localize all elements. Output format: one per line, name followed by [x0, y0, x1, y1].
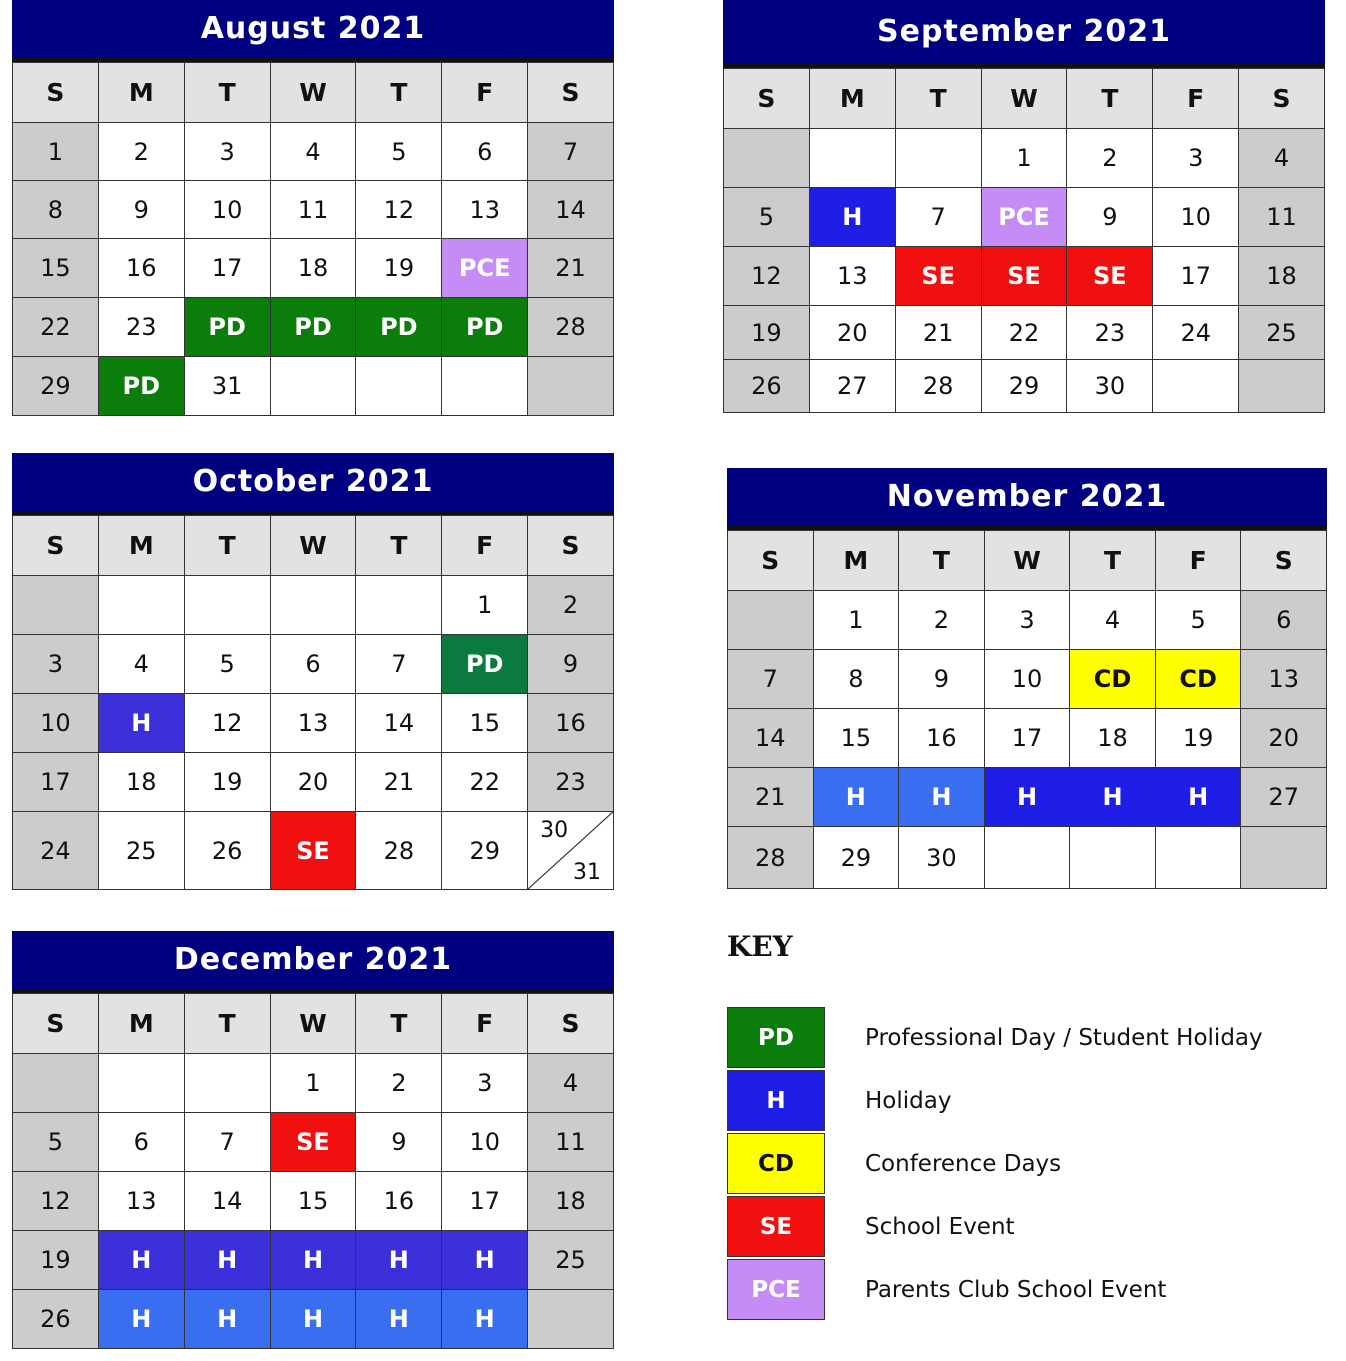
- day-cell: 17: [1153, 247, 1239, 306]
- day-cell: 30: [1067, 360, 1153, 413]
- empty-day-cell: [356, 357, 442, 416]
- day-cell: 5: [185, 635, 271, 694]
- key-swatch: PD: [727, 1007, 825, 1068]
- day-cell: 2: [356, 1054, 442, 1113]
- event-cell-h: H: [356, 1290, 442, 1349]
- day-cell: 17: [442, 1172, 528, 1231]
- key-label: Conference Days: [865, 1151, 1062, 1177]
- empty-day-cell: [810, 129, 896, 188]
- day-cell: 20: [271, 753, 357, 812]
- day-cell: 19: [724, 306, 810, 360]
- day-cell: 8: [814, 650, 900, 709]
- event-cell-pd: PD: [356, 298, 442, 357]
- weekday-header: W: [271, 516, 357, 576]
- event-cell-h: H: [271, 1231, 357, 1290]
- empty-day-cell: [442, 357, 528, 416]
- weekday-header: M: [99, 994, 185, 1054]
- empty-day-cell: [271, 576, 357, 635]
- day-cell: 5: [356, 123, 442, 181]
- weekday-header: F: [1153, 69, 1239, 129]
- key-item-pce: [727, 1259, 1346, 1321]
- day-cell: 12: [724, 247, 810, 306]
- day-cell: 6: [271, 635, 357, 694]
- calendar-december: [12, 931, 614, 1349]
- empty-day-cell: [185, 1054, 271, 1113]
- split-day-cell: [528, 812, 614, 890]
- event-cell-pd: PD: [99, 357, 185, 416]
- day-cell: 9: [1067, 188, 1153, 247]
- month-grid: [12, 993, 614, 1349]
- day-cell: 19: [185, 753, 271, 812]
- day-cell: 16: [99, 239, 185, 298]
- day-cell: 15: [442, 694, 528, 753]
- weekday-header: S: [13, 994, 99, 1054]
- day-cell: 5: [13, 1113, 99, 1172]
- empty-day-cell: [1156, 827, 1242, 889]
- day-cell: 23: [1067, 306, 1153, 360]
- day-cell: 1: [982, 129, 1068, 188]
- weekday-header: M: [99, 516, 185, 576]
- event-cell-h: H: [271, 1290, 357, 1349]
- calendar-november: [727, 468, 1327, 889]
- day-cell: 22: [442, 753, 528, 812]
- day-cell: 6: [442, 123, 528, 181]
- day-cell: 15: [814, 709, 900, 768]
- day-cell: 4: [1239, 129, 1325, 188]
- day-cell: 14: [356, 694, 442, 753]
- day-cell: 14: [528, 181, 614, 239]
- day-cell: 9: [899, 650, 985, 709]
- event-cell-se: SE: [982, 247, 1068, 306]
- event-cell-h: H: [185, 1231, 271, 1290]
- day-cell: 16: [356, 1172, 442, 1231]
- day-cell: 14: [728, 709, 814, 768]
- event-cell-h: H: [985, 768, 1071, 827]
- event-cell-se: SE: [896, 247, 982, 306]
- day-number: 31: [572, 860, 601, 885]
- day-cell: 24: [13, 812, 99, 890]
- day-cell: 12: [356, 181, 442, 239]
- day-cell: 2: [528, 576, 614, 635]
- day-cell: 10: [13, 694, 99, 753]
- event-cell-h: H: [442, 1231, 528, 1290]
- empty-day-cell: [356, 576, 442, 635]
- empty-day-cell: [528, 1290, 614, 1349]
- day-cell: 13: [271, 694, 357, 753]
- weekday-header: T: [1067, 69, 1153, 129]
- day-cell: 9: [528, 635, 614, 694]
- calendar-october: [12, 453, 614, 890]
- day-cell: 1: [13, 123, 99, 181]
- day-cell: 2: [1067, 129, 1153, 188]
- weekday-header: T: [896, 69, 982, 129]
- day-cell: 28: [356, 812, 442, 890]
- weekday-header: M: [810, 69, 896, 129]
- empty-day-cell: [1070, 827, 1156, 889]
- weekday-header: W: [982, 69, 1068, 129]
- key-swatch: PCE: [727, 1259, 825, 1320]
- event-cell-cd: CD: [1070, 650, 1156, 709]
- day-cell: 3: [13, 635, 99, 694]
- key-swatch: CD: [727, 1133, 825, 1194]
- day-cell: 18: [528, 1172, 614, 1231]
- event-cell-se: SE: [271, 812, 357, 890]
- empty-day-cell: [13, 1054, 99, 1113]
- day-cell: 21: [528, 239, 614, 298]
- event-cell-h: H: [442, 1290, 528, 1349]
- weekday-header: T: [185, 994, 271, 1054]
- day-cell: 22: [13, 298, 99, 357]
- day-cell: 13: [442, 181, 528, 239]
- key-item-se: [727, 1196, 1346, 1258]
- day-cell: 18: [1239, 247, 1325, 306]
- day-cell: 7: [728, 650, 814, 709]
- empty-day-cell: [271, 357, 357, 416]
- day-cell: 18: [1070, 709, 1156, 768]
- day-cell: 28: [528, 298, 614, 357]
- day-cell: 29: [13, 357, 99, 416]
- event-cell-se: SE: [1067, 247, 1153, 306]
- day-cell: 2: [899, 591, 985, 650]
- day-cell: 26: [724, 360, 810, 413]
- month-title: August 2021: [12, 0, 614, 62]
- event-cell-pd: PD: [442, 635, 528, 694]
- weekday-header: T: [356, 63, 442, 123]
- day-cell: 1: [814, 591, 900, 650]
- day-cell: 12: [13, 1172, 99, 1231]
- day-cell: 10: [185, 181, 271, 239]
- day-cell: 17: [185, 239, 271, 298]
- day-cell: 15: [13, 239, 99, 298]
- day-cell: 5: [724, 188, 810, 247]
- month-grid: [723, 68, 1325, 413]
- day-cell: 10: [442, 1113, 528, 1172]
- event-cell-h: H: [814, 768, 900, 827]
- weekday-header: M: [814, 531, 900, 591]
- event-cell-pce: PCE: [982, 188, 1068, 247]
- day-cell: 21: [728, 768, 814, 827]
- day-cell: 29: [442, 812, 528, 890]
- day-cell: 26: [185, 812, 271, 890]
- key-item-pd: [727, 1007, 1346, 1069]
- day-cell: 21: [896, 306, 982, 360]
- weekday-header: F: [442, 63, 528, 123]
- month-title: October 2021: [12, 453, 614, 515]
- empty-day-cell: [99, 1054, 185, 1113]
- day-cell: 12: [185, 694, 271, 753]
- weekday-header: W: [271, 63, 357, 123]
- day-cell: 7: [356, 635, 442, 694]
- weekday-header: W: [985, 531, 1071, 591]
- event-cell-cd: CD: [1156, 650, 1242, 709]
- month-grid: [727, 530, 1327, 889]
- weekday-header: S: [728, 531, 814, 591]
- day-cell: 20: [810, 306, 896, 360]
- day-cell: 10: [1153, 188, 1239, 247]
- day-cell: 9: [99, 181, 185, 239]
- day-cell: 29: [814, 827, 900, 889]
- weekday-header: S: [528, 516, 614, 576]
- event-cell-h: H: [99, 1231, 185, 1290]
- empty-day-cell: [528, 357, 614, 416]
- day-cell: 29: [982, 360, 1068, 413]
- day-cell: 17: [13, 753, 99, 812]
- key-swatch: H: [727, 1070, 825, 1131]
- event-cell-h: H: [810, 188, 896, 247]
- day-cell: 31: [185, 357, 271, 416]
- weekday-header: T: [185, 516, 271, 576]
- day-cell: 25: [1239, 306, 1325, 360]
- day-cell: 23: [528, 753, 614, 812]
- empty-day-cell: [13, 576, 99, 635]
- event-cell-h: H: [1070, 768, 1156, 827]
- day-cell: 4: [271, 123, 357, 181]
- key-label: Professional Day / Student Holiday: [865, 1025, 1263, 1051]
- event-cell-h: H: [185, 1290, 271, 1349]
- empty-day-cell: [1153, 360, 1239, 413]
- key-item-cd: [727, 1133, 1346, 1195]
- key-label: School Event: [865, 1214, 1015, 1240]
- event-cell-h: H: [99, 694, 185, 753]
- weekday-header: T: [356, 994, 442, 1054]
- event-cell-se: SE: [271, 1113, 357, 1172]
- day-cell: 24: [1153, 306, 1239, 360]
- weekday-header: F: [442, 516, 528, 576]
- day-cell: 9: [356, 1113, 442, 1172]
- day-cell: 5: [1156, 591, 1242, 650]
- empty-day-cell: [896, 129, 982, 188]
- weekday-header: S: [528, 63, 614, 123]
- month-title: November 2021: [727, 468, 1327, 530]
- day-cell: 27: [1241, 768, 1327, 827]
- day-cell: 6: [99, 1113, 185, 1172]
- day-cell: 30: [899, 827, 985, 889]
- weekday-header: F: [442, 994, 528, 1054]
- weekday-header: S: [1241, 531, 1327, 591]
- calendar-august: [12, 0, 614, 416]
- event-cell-pce: PCE: [442, 239, 528, 298]
- weekday-header: S: [528, 994, 614, 1054]
- day-cell: 11: [271, 181, 357, 239]
- key-swatch: SE: [727, 1196, 825, 1257]
- day-cell: 3: [985, 591, 1071, 650]
- day-cell: 22: [982, 306, 1068, 360]
- day-cell: 4: [99, 635, 185, 694]
- day-cell: 4: [1070, 591, 1156, 650]
- day-cell: 16: [528, 694, 614, 753]
- empty-day-cell: [99, 576, 185, 635]
- day-cell: 13: [1241, 650, 1327, 709]
- event-cell-pd: PD: [185, 298, 271, 357]
- day-cell: 23: [99, 298, 185, 357]
- weekday-header: W: [271, 994, 357, 1054]
- day-cell: 8: [13, 181, 99, 239]
- weekday-header: S: [13, 63, 99, 123]
- event-cell-h: H: [99, 1290, 185, 1349]
- empty-day-cell: [724, 129, 810, 188]
- day-cell: 16: [899, 709, 985, 768]
- day-cell: 19: [356, 239, 442, 298]
- day-cell: 17: [985, 709, 1071, 768]
- month-title: December 2021: [12, 931, 614, 993]
- day-cell: 19: [13, 1231, 99, 1290]
- month-grid: [12, 515, 614, 890]
- day-cell: 3: [185, 123, 271, 181]
- weekday-header: T: [899, 531, 985, 591]
- month-title: September 2021: [723, 0, 1325, 68]
- day-cell: 4: [528, 1054, 614, 1113]
- weekday-header: S: [724, 69, 810, 129]
- day-cell: 15: [271, 1172, 357, 1231]
- day-cell: 26: [13, 1290, 99, 1349]
- day-cell: 11: [1239, 188, 1325, 247]
- weekday-header: T: [356, 516, 442, 576]
- day-cell: 19: [1156, 709, 1242, 768]
- day-cell: 6: [1241, 591, 1327, 650]
- day-number: 30: [540, 818, 569, 843]
- day-cell: 1: [271, 1054, 357, 1113]
- day-cell: 14: [185, 1172, 271, 1231]
- day-cell: 18: [99, 753, 185, 812]
- weekday-header: M: [99, 63, 185, 123]
- event-cell-pd: PD: [442, 298, 528, 357]
- day-cell: 3: [442, 1054, 528, 1113]
- key-item-h: [727, 1070, 1346, 1132]
- event-cell-h: H: [899, 768, 985, 827]
- key-label: Holiday: [865, 1088, 952, 1114]
- day-cell: 18: [271, 239, 357, 298]
- day-cell: 10: [985, 650, 1071, 709]
- day-cell: 28: [728, 827, 814, 889]
- day-cell: 7: [185, 1113, 271, 1172]
- key-title: KEY: [727, 930, 793, 963]
- empty-day-cell: [185, 576, 271, 635]
- weekday-header: T: [185, 63, 271, 123]
- event-cell-h: H: [1156, 768, 1242, 827]
- day-cell: 7: [896, 188, 982, 247]
- day-cell: 13: [810, 247, 896, 306]
- weekday-header: S: [1239, 69, 1325, 129]
- key-label: Parents Club School Event: [865, 1277, 1167, 1303]
- day-cell: 7: [528, 123, 614, 181]
- event-cell-pd: PD: [271, 298, 357, 357]
- day-cell: 21: [356, 753, 442, 812]
- empty-day-cell: [985, 827, 1071, 889]
- month-grid: [12, 62, 614, 416]
- day-cell: 25: [528, 1231, 614, 1290]
- day-cell: 25: [99, 812, 185, 890]
- empty-day-cell: [728, 591, 814, 650]
- day-cell: 20: [1241, 709, 1327, 768]
- event-cell-h: H: [356, 1231, 442, 1290]
- day-cell: 27: [810, 360, 896, 413]
- day-cell: 13: [99, 1172, 185, 1231]
- day-cell: 1: [442, 576, 528, 635]
- weekday-header: T: [1070, 531, 1156, 591]
- empty-day-cell: [1239, 360, 1325, 413]
- day-cell: 3: [1153, 129, 1239, 188]
- day-cell: 28: [896, 360, 982, 413]
- empty-day-cell: [1241, 827, 1327, 889]
- day-cell: 11: [528, 1113, 614, 1172]
- weekday-header: F: [1156, 531, 1242, 591]
- calendar-september: [723, 0, 1325, 413]
- day-cell: 2: [99, 123, 185, 181]
- weekday-header: S: [13, 516, 99, 576]
